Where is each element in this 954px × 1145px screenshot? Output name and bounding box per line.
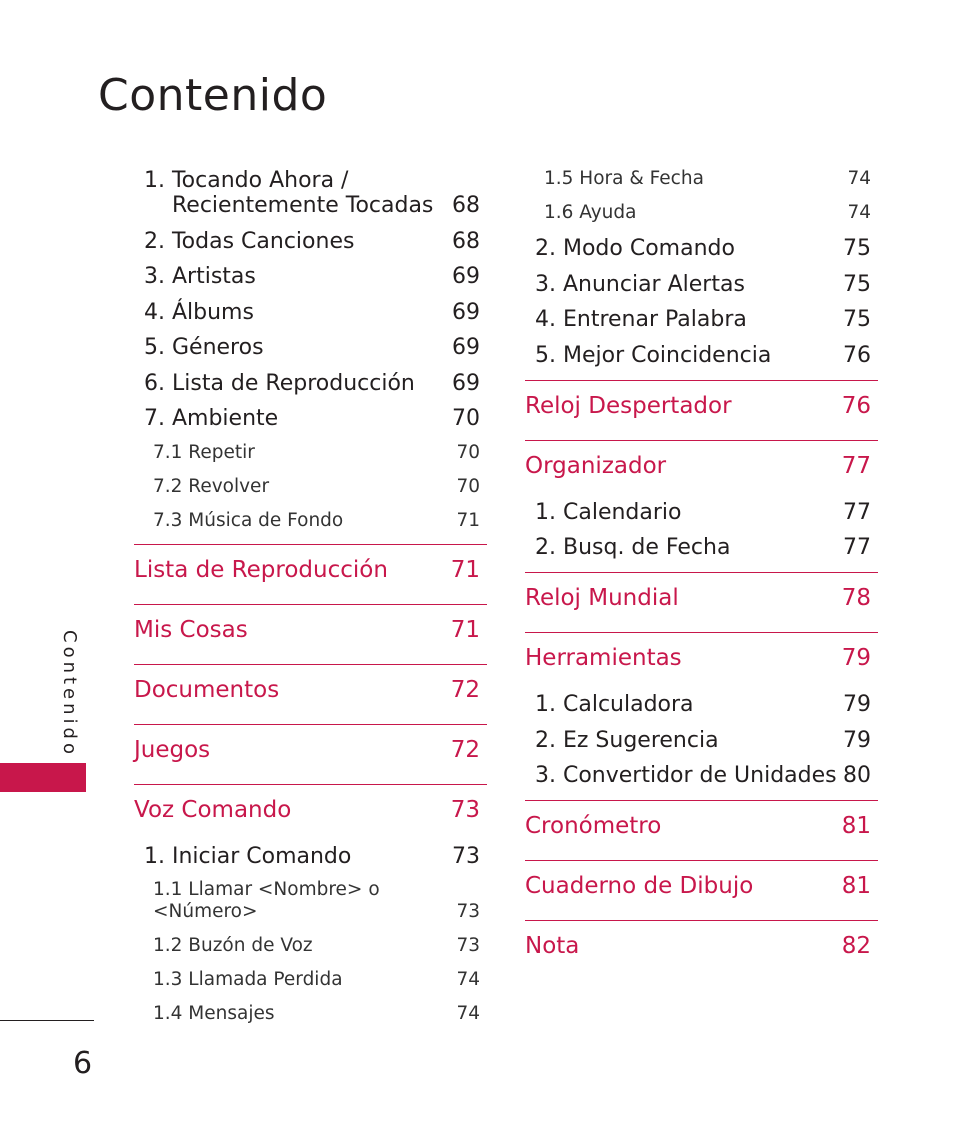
toc-subitem[interactable] <box>134 510 487 532</box>
toc-subitem-label: 1.1 Llamar <Nombre> o <Número> <box>153 879 380 922</box>
toc-subitem[interactable] <box>134 879 487 923</box>
toc-item[interactable] <box>134 371 487 396</box>
toc-item[interactable] <box>525 535 878 560</box>
toc-section-page: 78 <box>841 585 871 611</box>
toc-item[interactable] <box>525 728 878 753</box>
toc-item[interactable] <box>525 343 878 368</box>
toc-section-label: Reloj Despertador <box>525 392 732 419</box>
bottom-rule <box>0 1020 94 1021</box>
toc-item-label: 3. Artistas <box>144 264 256 289</box>
toc-item-page: 80 <box>843 763 871 788</box>
toc-item-label: 4. Entrenar Palabra <box>535 307 747 332</box>
toc-subitem-page: 74 <box>847 202 871 223</box>
toc-section-page: 82 <box>841 933 871 959</box>
toc-item-label: 1. Tocando Ahora / <box>144 168 349 193</box>
toc-section-page: 79 <box>841 645 871 671</box>
toc-section-mis-cosas[interactable] <box>134 604 487 644</box>
toc-item-label: 3. Convertidor de Unidades <box>535 763 837 788</box>
toc-item-page: 79 <box>843 727 871 753</box>
toc-item-label: 5. Mejor Coincidencia <box>535 342 772 368</box>
toc-subitem-page: 74 <box>456 1003 480 1024</box>
toc-item-label: 3. Anunciar Alertas <box>535 271 745 297</box>
page-title: Contenido <box>98 70 328 121</box>
side-chapter-tab <box>0 763 86 792</box>
toc-section-label: Herramientas <box>525 645 682 671</box>
toc-section-page: 81 <box>841 813 871 839</box>
toc-section-voz-comando[interactable] <box>134 784 487 824</box>
toc-item[interactable] <box>134 168 487 218</box>
toc-section-page: 76 <box>841 392 871 419</box>
toc-section-label: Mis Cosas <box>134 616 248 643</box>
toc-item-page: 69 <box>452 335 480 360</box>
toc-item[interactable] <box>525 272 878 297</box>
toc-item-page: 79 <box>843 692 871 717</box>
toc-section-label: Lista de Reproducción <box>134 556 388 583</box>
toc-subitem[interactable] <box>134 442 487 464</box>
toc-item-page: 77 <box>843 535 871 560</box>
toc-item[interactable] <box>525 307 878 332</box>
toc-item-label: 4. Álbums <box>144 299 254 325</box>
toc-item-page: 68 <box>452 228 480 254</box>
toc-item-page: 69 <box>452 264 480 289</box>
toc-item-label: 6. Lista de Reproducción <box>144 370 415 396</box>
toc-item-label: 1. Iniciar Comando <box>144 843 352 869</box>
toc-subitem[interactable] <box>525 202 878 224</box>
toc-subitem[interactable] <box>525 168 878 190</box>
toc-section-page: 77 <box>841 452 871 479</box>
toc-item-label: 1. Calendario <box>535 499 682 525</box>
toc-subitem[interactable] <box>134 969 487 991</box>
toc-item-label: 2. Ez Sugerencia <box>535 727 719 753</box>
toc-subitem[interactable] <box>134 476 487 498</box>
toc-item-label: Recientemente Tocadas <box>172 193 434 218</box>
toc-subitem-label: 7.3 Música de Fondo <box>153 509 344 531</box>
toc-item[interactable] <box>525 500 878 525</box>
toc-subitem-page: 70 <box>456 441 480 463</box>
toc-subitem-page: 74 <box>847 168 871 189</box>
toc-subitem-page: 73 <box>456 935 480 956</box>
toc-right-column <box>525 168 878 980</box>
toc-item[interactable] <box>134 229 487 254</box>
toc-section-label: Voz Comando <box>134 796 292 823</box>
toc-subitem-page: 70 <box>456 475 480 497</box>
toc-item[interactable] <box>134 335 487 360</box>
toc-item-page: 70 <box>452 406 480 431</box>
toc-item-page: 75 <box>843 307 871 332</box>
toc-item[interactable] <box>134 264 487 289</box>
toc-section-page: 73 <box>450 796 480 823</box>
toc-subitem-page: 73 <box>456 901 480 922</box>
toc-subitem-label: 1.6 Ayuda <box>544 202 637 223</box>
toc-section-juegos[interactable] <box>134 724 487 764</box>
toc-subitem-label: 1.3 Llamada Perdida <box>153 969 343 990</box>
toc-subitem[interactable] <box>134 935 487 957</box>
toc-section-label: Documentos <box>134 676 280 703</box>
toc-subitem-label: 1.5 Hora & Fecha <box>544 168 704 189</box>
toc-item[interactable] <box>525 236 878 261</box>
toc-section-page: 72 <box>450 676 480 703</box>
toc-section-cuaderno-de-dibujo[interactable] <box>525 860 878 900</box>
toc-item-page: 68 <box>452 193 480 218</box>
toc-item-page: 73 <box>452 843 480 869</box>
toc-subitem-label: 1.4 Mensajes <box>153 1003 275 1024</box>
toc-subitem-page: 71 <box>456 509 480 531</box>
toc-section-lista-de-reproduccion[interactable] <box>134 544 487 584</box>
toc-item-page: 75 <box>843 271 871 297</box>
toc-item[interactable] <box>134 300 487 325</box>
toc-item-page: 69 <box>452 299 480 325</box>
toc-section-organizador[interactable] <box>525 440 878 480</box>
toc-section-label: Nota <box>525 933 580 959</box>
toc-item-page: 69 <box>452 370 480 396</box>
page-number: 6 <box>73 1046 93 1081</box>
toc-item-label: 2. Todas Canciones <box>144 228 355 254</box>
toc-section-reloj-mundial[interactable] <box>525 572 878 612</box>
toc-item[interactable] <box>525 692 878 717</box>
toc-section-label: Reloj Mundial <box>525 585 679 611</box>
toc-section-nota[interactable] <box>525 920 878 960</box>
toc-section-documentos[interactable] <box>134 664 487 704</box>
toc-section-herramientas[interactable] <box>525 632 878 672</box>
toc-item-page: 75 <box>843 236 871 261</box>
toc-item[interactable] <box>134 406 487 431</box>
toc-section-label: Juegos <box>134 736 211 763</box>
toc-section-label: Cronómetro <box>525 813 662 839</box>
toc-section-page: 71 <box>450 556 480 583</box>
toc-section-label: Cuaderno de Dibujo <box>525 873 754 899</box>
toc-subitem-label: 1.2 Buzón de Voz <box>153 935 313 956</box>
side-chapter-label: Contenido <box>59 630 80 758</box>
toc-section-label: Organizador <box>525 452 667 479</box>
toc-subitem[interactable] <box>134 1003 487 1025</box>
toc-section-page: 72 <box>450 736 480 763</box>
toc-item-label: 7. Ambiente <box>144 406 279 431</box>
toc-section-reloj-despertador[interactable] <box>525 380 878 420</box>
toc-section-cronometro[interactable] <box>525 800 878 840</box>
toc-item-page: 77 <box>843 499 871 525</box>
toc-subitem-page: 74 <box>456 969 480 990</box>
toc-left-column <box>134 168 487 1037</box>
toc-item-label: 5. Géneros <box>144 335 264 360</box>
toc-item-page: 76 <box>843 342 871 368</box>
toc-item-label: 2. Busq. de Fecha <box>535 535 731 560</box>
toc-item-label: 1. Calculadora <box>535 692 694 717</box>
toc-item[interactable] <box>525 763 878 788</box>
toc-item-label: 2. Modo Comando <box>535 236 735 261</box>
toc-section-page: 71 <box>450 616 480 643</box>
toc-item[interactable] <box>134 844 487 869</box>
toc-section-page: 81 <box>841 873 871 899</box>
toc-subitem-label: 7.1 Repetir <box>153 441 255 463</box>
toc-subitem-label: 7.2 Revolver <box>153 475 270 497</box>
